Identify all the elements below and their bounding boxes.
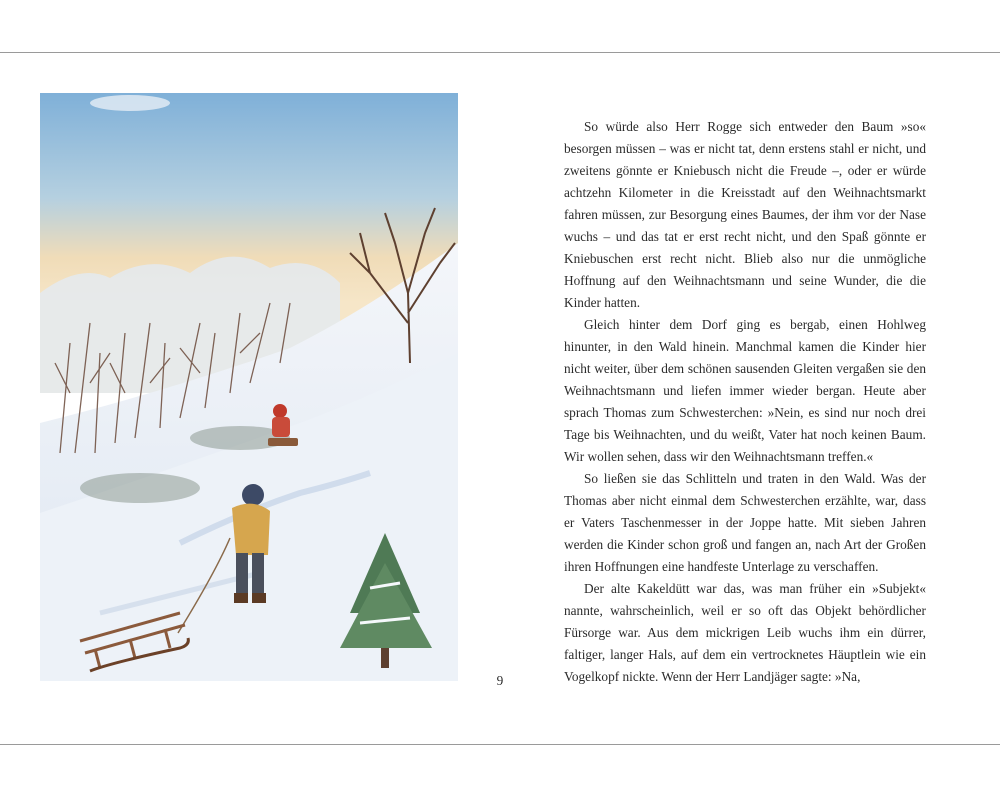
paragraph: So würde also Herr Rogge sich entweder den Baum »so« besorgen müssen – was er nicht tat, denn erstens stahl er nicht, und zweitens gönnte er Kniebusch nicht die Freude –, oder er würde achtzehn Kilometer in die Kreisstadt auf den Weihnachtsmarkt fahren müssen, zur Besorgung eines Baumes, der ihm vor der Nase wuchs – und das tat er erst recht nicht, und den Spaß gönnte er Kniebuschen erst recht nicht. Blieb also nur die unmögliche Hoffnung auf den Weihnachtsmann und seine Wunder, die die Kinder hatten. <box>564 119 926 310</box>
paragraph: So ließen sie das Schlitteln und traten in den Wald. Was der Thomas aber nicht einmal dem Schwesterchen erzählte, war, dass er Vaters Taschenmesser in der Joppe hatte. Mit sieben Jahren werden die Kinder schon groß und fangen an, nach Art der Großen ihren Hoffnungen eine handfeste Unterlage zu verschaffen. <box>564 471 926 574</box>
paragraph: Der alte Kakeldütt war das, was man früher ein »Subjekt« nannte, wahrscheinlich, weil er so oft das Objekt behördlicher Fürsorge war. Aus dem mickrigen Leib wuchs ihm ein dürrer, faltiger, langer Hals, auf dem ein vertrocknetes Häuptlein wie ein Vogelkopf nickte. Wenn der Herr Landjäger sagte: »Na, <box>564 581 926 684</box>
winter-sledding-illustration <box>40 93 458 681</box>
page-number: 9 <box>496 673 504 688</box>
book-text-column <box>564 116 926 688</box>
paragraph: Gleich hinter dem Dorf ging es bergab, einen Hohlweg hinunter, in den Wald hinein. Manchmal kamen die Kinder hier nicht weiter, über dem schönen sausenden Gleiten vergaßen sie den Weihnachtsmann und liefen immer wieder bergan. Heute aber sprach Thomas zum Schwesterchen: »Nein, es sind nur noch drei Tage bis Weihnachten, und du weißt, Vater hat noch keinen Baum. Wir wollen sehen, dass wir den Weihnachtsmann treffen.« <box>564 317 926 464</box>
book-spread <box>0 52 1000 745</box>
